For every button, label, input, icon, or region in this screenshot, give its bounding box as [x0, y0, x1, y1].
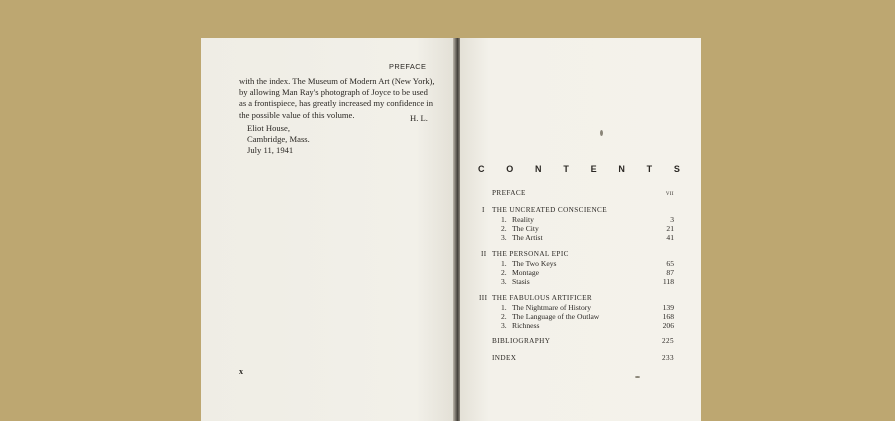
section-page: 41 — [666, 233, 674, 242]
part-numeral: II — [481, 250, 487, 258]
toc-preface[interactable] — [460, 188, 674, 198]
signoff-line: Eliot House, — [247, 123, 290, 133]
section-title: Reality — [512, 215, 534, 224]
part-title: THE UNCREATED CONSCIENCE — [492, 206, 608, 214]
section-page: 118 — [662, 277, 674, 286]
toc-page: 225 — [662, 337, 674, 345]
running-head: PREFACE — [389, 62, 427, 71]
author-initials: H. L. — [410, 113, 428, 123]
toc-bibliography[interactable] — [460, 336, 674, 346]
paper-speck — [635, 376, 640, 378]
title-letter: T — [563, 164, 569, 174]
section-number: 2. — [501, 268, 507, 277]
title-letter: N — [535, 164, 542, 174]
preface-line: with the index. The Museum of Modern Art (New York), — [239, 76, 435, 86]
preface-line: as a frontispiece, has greatly increased my confidence in — [239, 98, 433, 109]
toc-page: vii — [665, 189, 674, 197]
signoff-line: Cambridge, Mass. — [247, 134, 310, 145]
toc-part-heading[interactable] — [460, 293, 674, 303]
preface-line: the possible value of this volume. — [239, 109, 355, 120]
section-number: 3. — [501, 321, 507, 330]
title-letter: S — [673, 164, 680, 174]
page-number: x — [239, 367, 243, 376]
section-number: 3. — [501, 233, 507, 242]
toc-part-heading[interactable] — [460, 205, 674, 215]
title-letter: E — [590, 164, 597, 174]
title-letter: C — [478, 164, 485, 174]
contents-title — [478, 164, 680, 174]
part-title: THE FABULOUS ARTIFICER — [492, 294, 593, 302]
part-numeral: I — [482, 206, 485, 214]
part-numeral: III — [479, 294, 488, 302]
toc-page: 233 — [662, 354, 674, 362]
toc-label: INDEX — [492, 354, 517, 362]
section-title: The Nightmare of History — [512, 303, 592, 312]
paper-speck — [600, 130, 603, 136]
right-page — [460, 38, 701, 421]
preface-line: by allowing Man Ray's photograph of Joyce to be used — [239, 87, 428, 98]
section-page: 206 — [662, 321, 674, 330]
section-page: 87 — [666, 268, 674, 277]
toc-section[interactable] — [460, 277, 674, 287]
section-page: 3 — [670, 215, 674, 224]
section-number: 1. — [501, 215, 507, 224]
open-book — [201, 38, 701, 421]
preface-text — [239, 76, 439, 121]
toc-label: BIBLIOGRAPHY — [492, 337, 551, 345]
section-number: 2. — [501, 312, 507, 321]
toc-index[interactable] — [460, 353, 674, 363]
signoff-line: July 11, 1941 — [247, 145, 294, 156]
section-page: 21 — [666, 224, 674, 233]
toc-part-heading[interactable] — [460, 249, 674, 259]
section-page: 139 — [662, 303, 674, 312]
section-title: Richness — [512, 321, 540, 330]
section-page: 65 — [666, 259, 674, 268]
section-title: The Artist — [512, 233, 543, 242]
toc-section[interactable] — [460, 233, 674, 243]
section-title: The Language of the Outlaw — [512, 312, 600, 321]
section-title: The Two Keys — [512, 259, 557, 268]
title-letter: O — [506, 164, 514, 174]
section-number: 3. — [501, 277, 507, 286]
section-number: 2. — [501, 224, 507, 233]
left-page — [201, 38, 454, 421]
section-title: The City — [512, 224, 539, 233]
section-title: Montage — [512, 268, 539, 277]
section-number: 1. — [501, 303, 507, 312]
toc-section[interactable] — [460, 321, 674, 331]
part-title: THE PERSONAL EPIC — [492, 250, 569, 258]
signoff-block — [247, 123, 310, 157]
toc-label: PREFACE — [492, 189, 526, 197]
title-letter: T — [646, 164, 653, 174]
title-letter: N — [618, 164, 625, 174]
section-page: 168 — [662, 312, 674, 321]
section-number: 1. — [501, 259, 507, 268]
section-title: Stasis — [512, 277, 530, 286]
